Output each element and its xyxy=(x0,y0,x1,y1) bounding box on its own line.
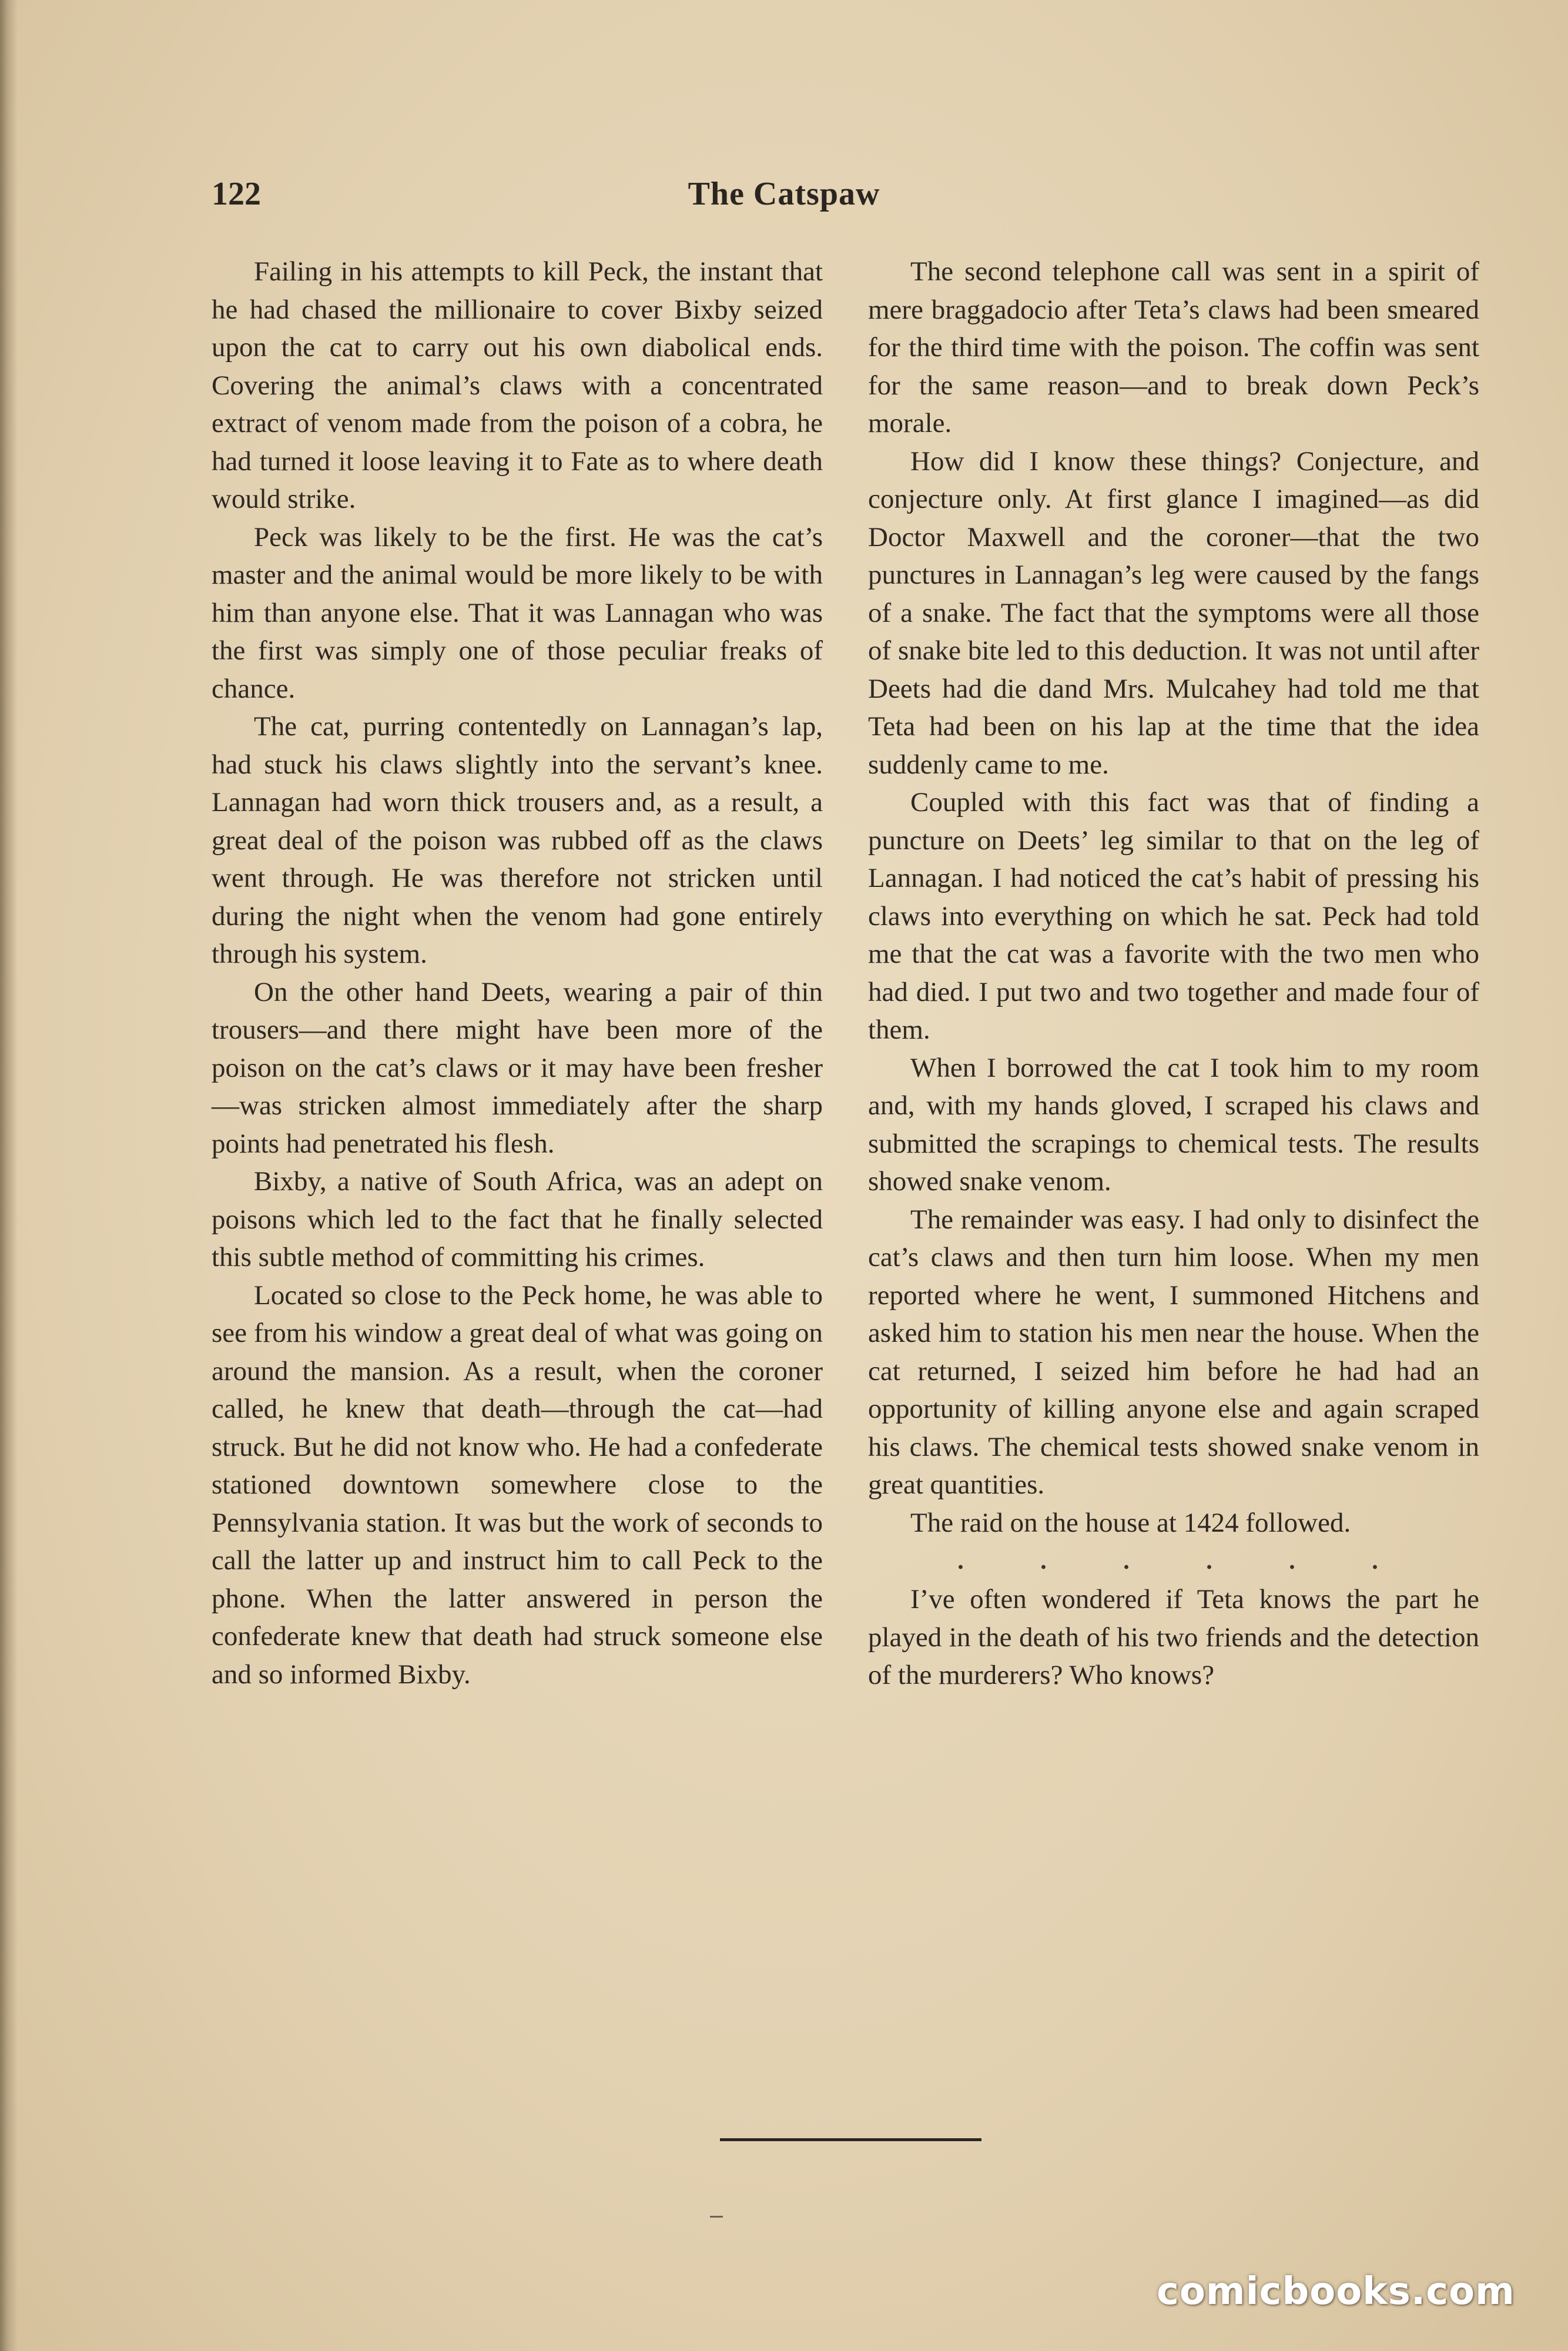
paragraph: When I borrowed the cat I took him to my room and, with my hands gloved, I scraped his claws and submitted the scrapings to chemical tests. The results showed snake venom. xyxy=(868,1052,1479,1197)
paragraph: Located so close to the Peck home, he was able to see from his window a great deal of what was going on around the mansion. As a result, when the coroner called, he knew that death—through the cat—had struck. But he did not know who. He had a confederate stationed downtown somewhere close to the Pennsylvania station. It was but the work of seconds to call the latter up and instruct him to call Peck to the phone. When the latter answered in person the confederate knew that death had struck someone else and so informed Bixby. xyxy=(212,1280,823,1690)
paragraph: On the other hand Deets, wearing a pair of thin trousers—and there might have been more of the poison on the cat’s claws or it may have been fresher —was stricken almost immediately after the sharp points had penetrated his flesh. xyxy=(212,976,823,1159)
right-column xyxy=(868,253,1479,1694)
left-column xyxy=(212,253,823,1693)
stray-ink-mark xyxy=(710,2216,723,2218)
paragraph: The remainder was easy. I had only to disinfect the cat’s claws and then turn him loose. When my men reported where he went, I summoned Hitchens and asked him to station his men near the house. When the cat returned, I seized him before he had had an opportunity of killing anyone else and again scraped his claws. The chemical tests showed snake venom in great quantities. xyxy=(868,1204,1479,1500)
paragraph: Peck was likely to be the first. He was the cat’s master and the animal would be more likely to be with him than anyone else. That it was Lannagan who was the first was simply one of those peculiar freaks of chance. xyxy=(212,521,823,704)
running-title: The Catspaw xyxy=(688,176,880,212)
closing-paragraph: I’ve often wondered if Teta knows the part he played in the death of his two friends and the detection of the murderers? Who knows? xyxy=(868,1584,1479,1690)
site-watermark: comicbooks.com xyxy=(1157,2270,1515,2313)
paragraph: Coupled with this fact was that of finding a puncture on Deets’ leg similar to that on the leg of Lannagan. I had noticed the cat’s habit of pressing his claws into everything on which he sat. Peck had told me that the cat was a favorite with the two men who had died. I put two and two together and made four of them. xyxy=(868,787,1479,1045)
page-spine-shadow xyxy=(0,0,18,2351)
paragraph: The raid on the house at 1424 followed. xyxy=(910,1507,1351,1538)
page-number: 122 xyxy=(212,176,261,212)
page-header xyxy=(0,175,1568,216)
paragraph: How did I know these things? Conjecture, and conjecture only. At first glance I imagined—as did Doctor Maxwell and the coroner—that the two punctures in Lannagan’s leg were caused by the fangs of a snake. The fact that the symptoms were all those of snake bite led to this deduction. It was not until after Deets had die dand Mrs. Mulcahey had told me that Teta had been on his lap at the time that the idea suddenly came to me. xyxy=(868,446,1479,780)
paragraph: Failing in his attempts to kill Peck, the instant that he had chased the millionaire to cover Bixby seized upon the cat to carry out his own diabolical ends. Covering the animal’s claws with a concentrated extract of venom made from the poison of a cobra, he had turned it loose leaving it to Fate as to where death would strike. xyxy=(212,256,823,514)
paragraph: Bixby, a native of South Africa, was an adept on poisons which led to the fact that he finally selected this subtle method of committing his crimes. xyxy=(212,1166,823,1272)
section-break-dots: . . . . . . xyxy=(957,1548,1413,1575)
end-of-story-rule xyxy=(720,2138,981,2141)
paragraph: The cat, purring contentedly on Lannagan’s lap, had stuck his claws slightly into the servant’s knee. Lannagan had worn thick trousers and, as a result, a great deal of the poison was rubbed off as the claws went through. He was therefore not stricken until during the night when the venom had gone entirely through his system. xyxy=(212,711,823,969)
paragraph: The second telephone call was sent in a spirit of mere braggadocio after Teta’s claws had been smeared for the third time with the poison. The coffin was sent for the same reason—and to break down Peck’s morale. xyxy=(868,256,1479,438)
